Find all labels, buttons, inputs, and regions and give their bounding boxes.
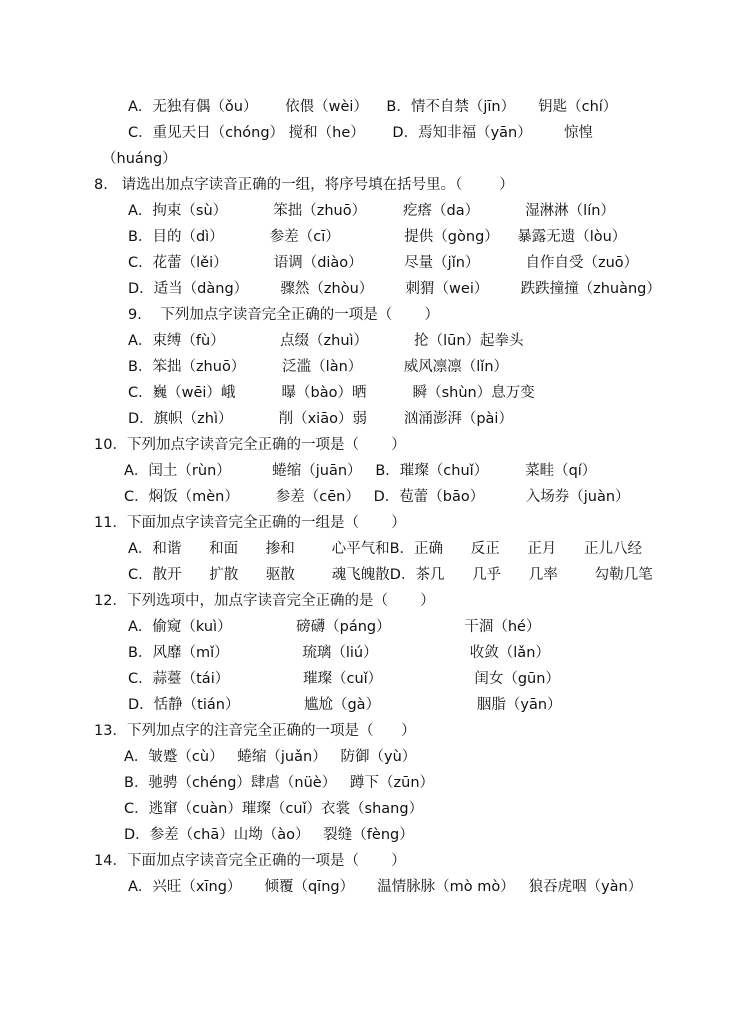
q12-option-a: A．偷窥（kuì） 磅礴（páng） 干涸（hé） xyxy=(128,619,541,635)
q11-line-1: A．和谐 和面 掺和 心平气和B．正确 反正 正月 正儿八经 xyxy=(128,541,643,557)
q7-line-b: C．重见天日（chóng） 搅和（he） D．焉知非福（yān） 惊惶 xyxy=(128,125,594,141)
q10-line-1: A．闰土（rùn） 蜷缩（juān） B．璀璨（chuǐ） 菜畦（qí） xyxy=(124,463,597,479)
q13-option-c: C．逃窜（cuàn）璀璨（cuǐ）衣裳（shang） xyxy=(124,801,424,817)
q7-line-c: （huáng） xyxy=(102,151,177,167)
q8-option-c: C．花蕾（lěi） 语调（diào） 尽量（jǐn） 自作自受（zuō） xyxy=(128,255,639,271)
q8-option-a: A．拘束（sù） 笨拙（zhuō） 疙瘩（da） 湿淋淋（lín） xyxy=(128,203,615,219)
q7-line-a: A．无独有偶（ǒu） 依偎（wèi） B．情不自禁（jīn） 钥匙（chí） xyxy=(128,99,618,115)
question-9: 9. 下列加点字读音完全正确的一项是（ ） xyxy=(128,307,440,323)
q8-option-b: B．目的（dì） 参差（cī） 提供（gòng） 暴露无遗（lòu） xyxy=(128,229,627,245)
q12-option-b: B．风靡（mǐ） 琉璃（liú） 收敛（lǎn） xyxy=(128,645,550,661)
question-12: 12．下列选项中，加点字读音完全正确的是（ ） xyxy=(94,593,435,609)
q9-option-a: A．束缚（fù） 点缀（zhuì） 抡（lūn）起拳头 xyxy=(128,333,524,349)
question-14: 14．下面加点字读音完全正确的一项是（ ） xyxy=(94,853,406,869)
q8-option-d: D．适当（dàng） 骤然（zhòu） 刺猬（wei） 跌跌撞撞（zhuàng） xyxy=(128,281,661,297)
q13-option-b: B．驰骋（chéng）肆虐（nüè） 蹲下（zūn） xyxy=(124,775,435,791)
q9-option-c: C．巍（wēi）峨 曝（bào）晒 瞬（shùn）息万变 xyxy=(128,385,535,401)
question-10: 10．下列加点字读音完全正确的一项是（ ） xyxy=(94,437,406,453)
q9-option-d: D．旗帜（zhì） 削（xiāo）弱 汹涌澎湃（pài） xyxy=(128,411,513,427)
q9-option-b: B．笨拙（zhuō） 泛滥（làn） 威风凛凛（lǐn） xyxy=(128,359,509,375)
q11-line-2: C．散开 扩散 驱散 魂飞魄散D．茶几 几乎 几率 勾勒几笔 xyxy=(128,567,653,583)
q13-option-a: A．皱蹙（cù） 蜷缩（juǎn） 防御（yù） xyxy=(124,749,417,765)
q12-option-d: D．恬静（tián） 尴尬（gà） 胭脂（yān） xyxy=(128,697,562,713)
q13-option-d: D．参差（chā）山坳（ào） 裂缝（fèng） xyxy=(124,827,414,843)
q12-option-c: C．蒜薹（tái） 璀璨（cuǐ） 闺女（gūn） xyxy=(128,671,560,687)
question-11: 11．下面加点字读音完全正确的一组是（ ） xyxy=(94,515,406,531)
question-8: 8. 请选出加点字读音正确的一组，将序号填在括号里。（ ） xyxy=(94,177,514,193)
q10-line-2: C．焖饭（mèn） 参差（cēn） D．苞蕾（bāo） 入场券（juàn） xyxy=(124,489,630,505)
q14-option-a: A．兴旺（xīng） 倾覆（qīng） 温情脉脉（mò mò） 狼吞虎咽（yàn） xyxy=(128,879,643,895)
question-13: 13．下列加点字的注音完全正确的一项是（ ） xyxy=(94,723,416,739)
